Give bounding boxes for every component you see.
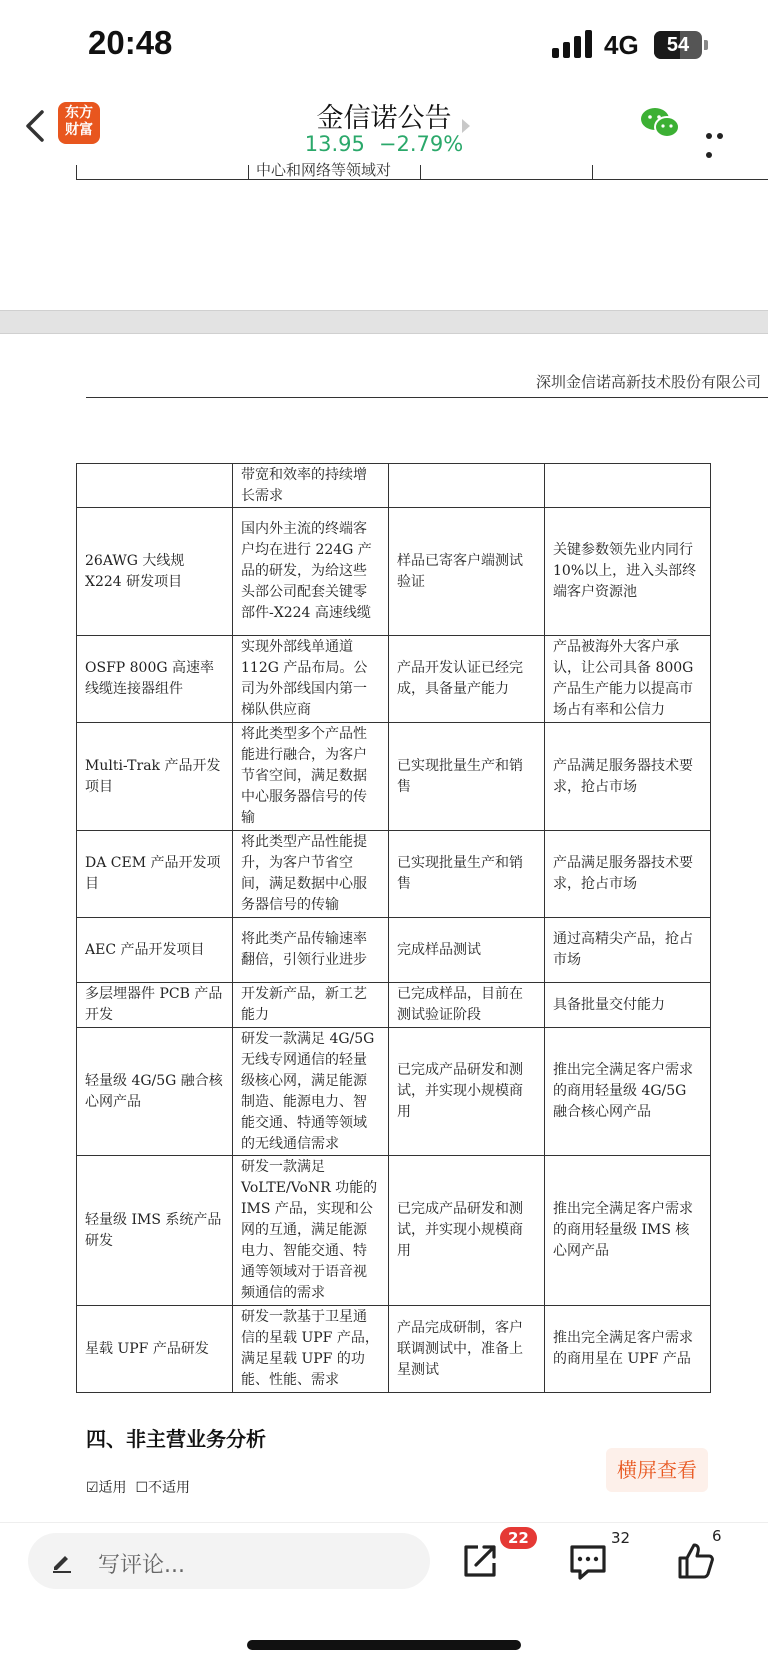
applicability-line	[86, 1477, 190, 1497]
comment-placeholder: 写评论...	[98, 1553, 185, 1578]
project-name: 多层埋器件 PCB 产品开发	[77, 983, 233, 1028]
project-target: 产品被海外大客户承认，让公司具备 800G 产品生产能力以提高市场占有率和公信力	[545, 636, 711, 723]
project-target: 产品满足服务器技术要求，抢占市场	[545, 723, 711, 831]
project-goal: 将此类型多个产品性能进行融合，为客户节省空间，满足数据中心服务器信号的传输	[233, 723, 389, 831]
project-target	[545, 464, 711, 508]
page-separator	[0, 310, 768, 334]
cellular-signal-icon	[552, 30, 594, 58]
table-row	[77, 464, 711, 508]
project-goal: 研发一款满足 VoLTE/VoNR 功能的 IMS 产品，实现和公网的互通，满足能源电力、智能交通、特通等领域对于语音视频通信的需求	[233, 1156, 389, 1306]
project-progress: 已完成产品研发和测试，并实现小规模商用	[389, 1156, 545, 1306]
share-icon[interactable]	[460, 1541, 500, 1581]
project-progress: 产品完成研制，客户联调测试中，准备上星测试	[389, 1306, 545, 1393]
project-target: 推出完全满足客户需求的商用星在 UPF 产品	[545, 1306, 711, 1393]
project-name	[77, 464, 233, 508]
like-count: 6	[712, 1527, 722, 1545]
stock-change: −2.79%	[378, 132, 464, 156]
table-row	[77, 723, 711, 831]
project-name: 26AWG 大线规 X224 研发项目	[77, 508, 233, 636]
comment-icon[interactable]	[568, 1541, 608, 1581]
project-goal: 国内外主流的终端客户均在进行 224G 产品的研发，为给这些头部公司配套关键零部件-X224 高速线缆	[233, 508, 389, 636]
project-progress	[389, 464, 545, 508]
project-name: 轻量级 4G/5G 融合核心网产品	[77, 1028, 233, 1156]
project-goal: 带宽和效率的持续增长需求	[233, 464, 389, 508]
status-bar	[0, 0, 768, 90]
page-title[interactable]: 金信诺公告	[316, 103, 452, 134]
project-goal: 将此类型产品性能提升，为客户节省空间，满足数据中心服务器信号的传输	[233, 831, 389, 918]
project-target: 关键参数领先业内同行 10%以上，进入头部终端客户资源池	[545, 508, 711, 636]
project-progress: 完成样品测试	[389, 918, 545, 983]
project-progress: 产品开发认证已经完成，具备量产能力	[389, 636, 545, 723]
battery-tip	[704, 40, 708, 50]
header-rule	[86, 397, 768, 398]
pencil-icon	[50, 1549, 74, 1573]
table-row	[77, 636, 711, 723]
home-indicator[interactable]	[247, 1640, 521, 1650]
table-row	[77, 983, 711, 1028]
stock-price: 13.95	[304, 132, 365, 156]
rd-projects-table	[76, 463, 711, 1393]
project-target: 具备批量交付能力	[545, 983, 711, 1028]
project-name: OSFP 800G 高速率线缆连接器组件	[77, 636, 233, 723]
wechat-share-icon[interactable]	[640, 106, 680, 140]
table-row	[77, 1156, 711, 1306]
landscape-view-button[interactable]: 横屏查看	[606, 1448, 708, 1492]
comment-input[interactable]	[28, 1533, 430, 1589]
logo-line-1: 东方	[65, 105, 93, 121]
project-progress: 已完成产品研发和测试，并实现小规模商用	[389, 1028, 545, 1156]
project-name: Multi-Trak 产品开发项目	[77, 723, 233, 831]
status-time: 20:48	[88, 24, 173, 61]
project-progress: 已实现批量生产和销售	[389, 831, 545, 918]
project-goal: 开发新产品，新工艺能力	[233, 983, 389, 1028]
table-row	[77, 508, 711, 636]
project-progress: 样品已寄客户端测试验证	[389, 508, 545, 636]
project-name: 星载 UPF 产品研发	[77, 1306, 233, 1393]
project-target: 推出完全满足客户需求的商用轻量级 4G/5G 融合核心网产品	[545, 1028, 711, 1156]
project-goal: 实现外部线单通道 112G 产品布局。公司为外部线国内第一梯队供应商	[233, 636, 389, 723]
nav-bar	[0, 90, 768, 165]
project-progress: 已完成样品，目前在测试验证阶段	[389, 983, 545, 1028]
battery-icon	[654, 31, 702, 59]
network-type: 4G	[604, 30, 639, 60]
battery-level: 54	[666, 34, 690, 56]
like-thumb-icon[interactable]	[676, 1541, 716, 1581]
quote-arrow-icon[interactable]	[462, 119, 470, 133]
section-heading: 四、非主营业务分析	[86, 1429, 266, 1451]
project-goal: 研发一款基于卫星通信的星载 UPF 产品，满足星载 UPF 的功能、性能、需求	[233, 1306, 389, 1393]
project-name: 轻量级 IMS 系统产品研发	[77, 1156, 233, 1306]
project-goal: 研发一款满足 4G/5G 无线专网通信的轻量级核心网，满足能源制造、能源电力、智能交通、特通等领域的无线通信需求	[233, 1028, 389, 1156]
project-progress: 已实现批量生产和销售	[389, 723, 545, 831]
project-target: 产品满足服务器技术要求，抢占市场	[545, 831, 711, 918]
project-name: AEC 产品开发项目	[77, 918, 233, 983]
company-header: 深圳金信诺高新技术股份有限公司	[536, 373, 762, 391]
table-row	[77, 1028, 711, 1156]
share-badge: 22	[500, 1527, 537, 1549]
project-target: 推出完全满足客户需求的商用轻量级 IMS 核心网产品	[545, 1156, 711, 1306]
table-row	[77, 831, 711, 918]
table-row	[77, 918, 711, 983]
table-row	[77, 1306, 711, 1393]
prev-page-text: 中心和网络等领域对	[256, 161, 392, 179]
more-options-icon[interactable]	[706, 124, 738, 132]
project-target: 通过高精尖产品，抢占市场	[545, 918, 711, 983]
applicable-checked: ☑适用	[86, 1480, 127, 1496]
logo-line-2: 财富	[65, 122, 93, 138]
project-goal: 将此类产品传输速率翻倍，引领行业进步	[233, 918, 389, 983]
comment-count: 32	[611, 1529, 631, 1547]
project-name: DA CEM 产品开发项目	[77, 831, 233, 918]
prev-page-table-fragment	[76, 165, 768, 180]
not-applicable-unchecked: ☐不适用	[135, 1480, 191, 1496]
